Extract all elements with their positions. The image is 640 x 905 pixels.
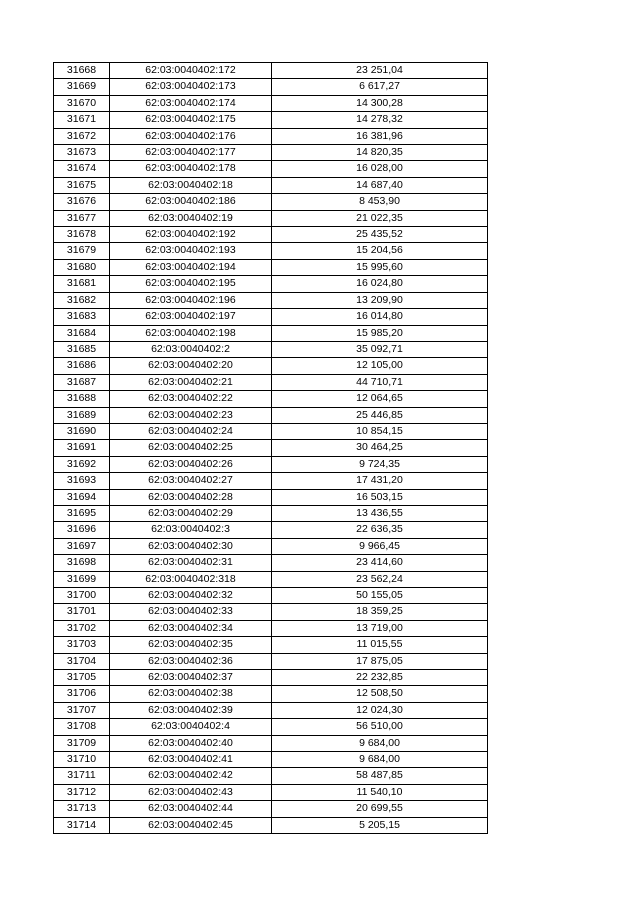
table-row [54, 145, 488, 161]
table-row [54, 604, 488, 620]
cadastral-number-cell: 62:03:0040402:177 [110, 145, 272, 161]
table-body [54, 63, 488, 834]
row-number-cell: 31707 [54, 702, 110, 718]
value-cell: 15 995,60 [272, 259, 488, 275]
row-number-cell: 31670 [54, 95, 110, 111]
value-cell: 56 510,00 [272, 719, 488, 735]
cadastral-number-cell: 62:03:0040402:30 [110, 538, 272, 554]
table-row [54, 784, 488, 800]
cadastral-number-cell: 62:03:0040402:23 [110, 407, 272, 423]
value-cell: 23 414,60 [272, 555, 488, 571]
cadastral-number-cell: 62:03:0040402:193 [110, 243, 272, 259]
table-row [54, 177, 488, 193]
table-row [54, 276, 488, 292]
value-cell: 22 232,85 [272, 670, 488, 686]
value-cell: 18 359,25 [272, 604, 488, 620]
value-cell: 20 699,55 [272, 801, 488, 817]
table-row [54, 374, 488, 390]
table-row [54, 243, 488, 259]
row-number-cell: 31686 [54, 358, 110, 374]
cadastral-number-cell: 62:03:0040402:24 [110, 423, 272, 439]
table-row [54, 522, 488, 538]
value-cell: 14 687,40 [272, 177, 488, 193]
table-row [54, 63, 488, 79]
cadastral-number-cell: 62:03:0040402:19 [110, 210, 272, 226]
table-row [54, 768, 488, 784]
row-number-cell: 31703 [54, 637, 110, 653]
value-cell: 30 464,25 [272, 440, 488, 456]
row-number-cell: 31704 [54, 653, 110, 669]
table-row [54, 227, 488, 243]
cadastral-number-cell: 62:03:0040402:33 [110, 604, 272, 620]
value-cell: 9 684,00 [272, 735, 488, 751]
value-cell: 17 875,05 [272, 653, 488, 669]
table-row [54, 702, 488, 718]
row-number-cell: 31710 [54, 752, 110, 768]
cadastral-number-cell: 62:03:0040402:42 [110, 768, 272, 784]
value-cell: 10 854,15 [272, 423, 488, 439]
value-cell: 16 014,80 [272, 309, 488, 325]
row-number-cell: 31691 [54, 440, 110, 456]
row-number-cell: 31675 [54, 177, 110, 193]
row-number-cell: 31677 [54, 210, 110, 226]
value-cell: 16 024,80 [272, 276, 488, 292]
row-number-cell: 31702 [54, 620, 110, 636]
table-row [54, 358, 488, 374]
value-cell: 9 724,35 [272, 456, 488, 472]
row-number-cell: 31701 [54, 604, 110, 620]
value-cell: 25 446,85 [272, 407, 488, 423]
data-table [53, 62, 488, 834]
cadastral-number-cell: 62:03:0040402:25 [110, 440, 272, 456]
row-number-cell: 31668 [54, 63, 110, 79]
row-number-cell: 31697 [54, 538, 110, 554]
table-row [54, 538, 488, 554]
cadastral-number-cell: 62:03:0040402:41 [110, 752, 272, 768]
table-row [54, 620, 488, 636]
cadastral-number-cell: 62:03:0040402:22 [110, 391, 272, 407]
table-row [54, 292, 488, 308]
row-number-cell: 31679 [54, 243, 110, 259]
table-row [54, 489, 488, 505]
row-number-cell: 31673 [54, 145, 110, 161]
row-number-cell: 31700 [54, 588, 110, 604]
row-number-cell: 31678 [54, 227, 110, 243]
table-row [54, 309, 488, 325]
row-number-cell: 31680 [54, 259, 110, 275]
value-cell: 12 024,30 [272, 702, 488, 718]
cadastral-number-cell: 62:03:0040402:18 [110, 177, 272, 193]
value-cell: 16 503,15 [272, 489, 488, 505]
value-cell: 13 719,00 [272, 620, 488, 636]
row-number-cell: 31708 [54, 719, 110, 735]
row-number-cell: 31681 [54, 276, 110, 292]
table-row [54, 637, 488, 653]
table-row [54, 571, 488, 587]
value-cell: 6 617,27 [272, 79, 488, 95]
row-number-cell: 31685 [54, 341, 110, 357]
row-number-cell: 31676 [54, 194, 110, 210]
value-cell: 15 204,56 [272, 243, 488, 259]
table-row [54, 112, 488, 128]
cadastral-number-cell: 62:03:0040402:195 [110, 276, 272, 292]
table-row [54, 505, 488, 521]
table-row [54, 440, 488, 456]
value-cell: 22 636,35 [272, 522, 488, 538]
row-number-cell: 31672 [54, 128, 110, 144]
table-row [54, 325, 488, 341]
row-number-cell: 31674 [54, 161, 110, 177]
table-row [54, 407, 488, 423]
row-number-cell: 31684 [54, 325, 110, 341]
value-cell: 15 985,20 [272, 325, 488, 341]
value-cell: 11 540,10 [272, 784, 488, 800]
cadastral-number-cell: 62:03:0040402:44 [110, 801, 272, 817]
cadastral-number-cell: 62:03:0040402:31 [110, 555, 272, 571]
table-row [54, 473, 488, 489]
value-cell: 8 453,90 [272, 194, 488, 210]
table-row [54, 161, 488, 177]
value-cell: 25 435,52 [272, 227, 488, 243]
value-cell: 21 022,35 [272, 210, 488, 226]
table-row [54, 653, 488, 669]
cadastral-number-cell: 62:03:0040402:21 [110, 374, 272, 390]
cadastral-number-cell: 62:03:0040402:29 [110, 505, 272, 521]
value-cell: 13 436,55 [272, 505, 488, 521]
table-row [54, 719, 488, 735]
table-row [54, 456, 488, 472]
row-number-cell: 31693 [54, 473, 110, 489]
table-row [54, 341, 488, 357]
cadastral-number-cell: 62:03:0040402:20 [110, 358, 272, 374]
value-cell: 35 092,71 [272, 341, 488, 357]
value-cell: 9 684,00 [272, 752, 488, 768]
row-number-cell: 31698 [54, 555, 110, 571]
cadastral-number-cell: 62:03:0040402:172 [110, 63, 272, 79]
cadastral-number-cell: 62:03:0040402:173 [110, 79, 272, 95]
value-cell: 16 381,96 [272, 128, 488, 144]
cadastral-number-cell: 62:03:0040402:39 [110, 702, 272, 718]
table-row [54, 210, 488, 226]
row-number-cell: 31713 [54, 801, 110, 817]
value-cell: 17 431,20 [272, 473, 488, 489]
cadastral-number-cell: 62:03:0040402:3 [110, 522, 272, 538]
cadastral-number-cell: 62:03:0040402:45 [110, 817, 272, 833]
row-number-cell: 31694 [54, 489, 110, 505]
row-number-cell: 31669 [54, 79, 110, 95]
row-number-cell: 31699 [54, 571, 110, 587]
table-row [54, 423, 488, 439]
cadastral-number-cell: 62:03:0040402:37 [110, 670, 272, 686]
value-cell: 58 487,85 [272, 768, 488, 784]
table-row [54, 79, 488, 95]
cadastral-number-cell: 62:03:0040402:34 [110, 620, 272, 636]
row-number-cell: 31705 [54, 670, 110, 686]
row-number-cell: 31696 [54, 522, 110, 538]
table-row [54, 752, 488, 768]
table-row [54, 95, 488, 111]
row-number-cell: 31709 [54, 735, 110, 751]
value-cell: 14 820,35 [272, 145, 488, 161]
cadastral-number-cell: 62:03:0040402:38 [110, 686, 272, 702]
table-row [54, 735, 488, 751]
cadastral-number-cell: 62:03:0040402:40 [110, 735, 272, 751]
row-number-cell: 31706 [54, 686, 110, 702]
table-row [54, 391, 488, 407]
table-row [54, 801, 488, 817]
value-cell: 13 209,90 [272, 292, 488, 308]
row-number-cell: 31682 [54, 292, 110, 308]
row-number-cell: 31714 [54, 817, 110, 833]
cadastral-number-cell: 62:03:0040402:178 [110, 161, 272, 177]
table-row [54, 670, 488, 686]
table-row [54, 259, 488, 275]
cadastral-number-cell: 62:03:0040402:174 [110, 95, 272, 111]
value-cell: 5 205,15 [272, 817, 488, 833]
cadastral-number-cell: 62:03:0040402:186 [110, 194, 272, 210]
table-row [54, 128, 488, 144]
cadastral-number-cell: 62:03:0040402:36 [110, 653, 272, 669]
cadastral-number-cell: 62:03:0040402:198 [110, 325, 272, 341]
value-cell: 50 155,05 [272, 588, 488, 604]
row-number-cell: 31711 [54, 768, 110, 784]
cadastral-number-cell: 62:03:0040402:32 [110, 588, 272, 604]
cadastral-number-cell: 62:03:0040402:176 [110, 128, 272, 144]
row-number-cell: 31712 [54, 784, 110, 800]
table-row [54, 555, 488, 571]
value-cell: 12 508,50 [272, 686, 488, 702]
row-number-cell: 31687 [54, 374, 110, 390]
cadastral-number-cell: 62:03:0040402:175 [110, 112, 272, 128]
table-row [54, 588, 488, 604]
cadastral-number-cell: 62:03:0040402:2 [110, 341, 272, 357]
cadastral-number-cell: 62:03:0040402:318 [110, 571, 272, 587]
value-cell: 16 028,00 [272, 161, 488, 177]
cadastral-number-cell: 62:03:0040402:27 [110, 473, 272, 489]
row-number-cell: 31692 [54, 456, 110, 472]
value-cell: 23 251,04 [272, 63, 488, 79]
cadastral-number-cell: 62:03:0040402:197 [110, 309, 272, 325]
row-number-cell: 31683 [54, 309, 110, 325]
cadastral-number-cell: 62:03:0040402:28 [110, 489, 272, 505]
row-number-cell: 31690 [54, 423, 110, 439]
value-cell: 14 300,28 [272, 95, 488, 111]
value-cell: 44 710,71 [272, 374, 488, 390]
value-cell: 14 278,32 [272, 112, 488, 128]
table-row [54, 194, 488, 210]
value-cell: 12 105,00 [272, 358, 488, 374]
cadastral-number-cell: 62:03:0040402:192 [110, 227, 272, 243]
table-row [54, 817, 488, 833]
row-number-cell: 31688 [54, 391, 110, 407]
cadastral-number-cell: 62:03:0040402:26 [110, 456, 272, 472]
row-number-cell: 31689 [54, 407, 110, 423]
cadastral-number-cell: 62:03:0040402:194 [110, 259, 272, 275]
value-cell: 11 015,55 [272, 637, 488, 653]
cadastral-number-cell: 62:03:0040402:35 [110, 637, 272, 653]
value-cell: 12 064,65 [272, 391, 488, 407]
value-cell: 23 562,24 [272, 571, 488, 587]
cadastral-number-cell: 62:03:0040402:4 [110, 719, 272, 735]
cadastral-number-cell: 62:03:0040402:196 [110, 292, 272, 308]
row-number-cell: 31695 [54, 505, 110, 521]
row-number-cell: 31671 [54, 112, 110, 128]
cadastral-number-cell: 62:03:0040402:43 [110, 784, 272, 800]
table-row [54, 686, 488, 702]
value-cell: 9 966,45 [272, 538, 488, 554]
